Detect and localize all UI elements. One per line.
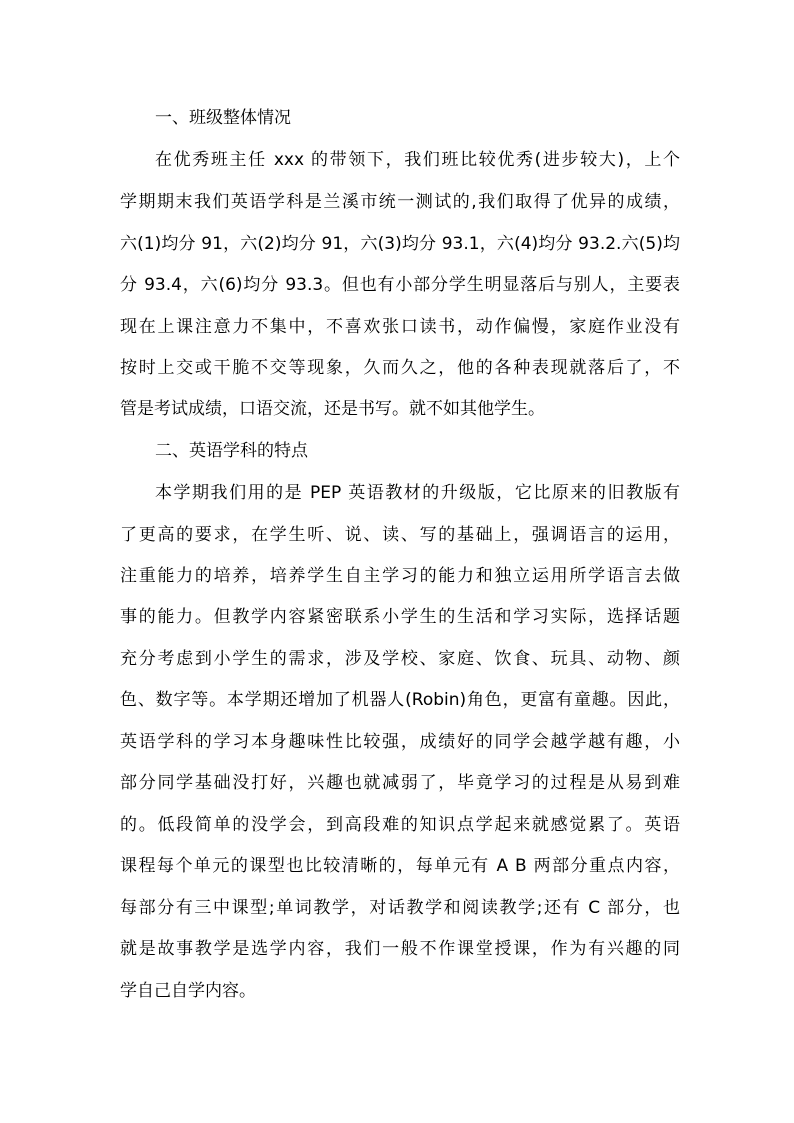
paragraph-line: 每部分有三中课型;单词教学，对话教学和阅读教学;还有 C 部分，也 <box>120 898 680 918</box>
paragraph-line: 充分考虑到小学生的需求，涉及学校、家庭、饮食、玩具、动物、颜 <box>120 649 680 669</box>
paragraph-line: 在优秀班主任 xxx 的带领下，我们班比较优秀(进步较大)，上个 <box>155 150 680 170</box>
section-1-heading: 一、班级整体情况 <box>155 108 291 128</box>
paragraph-line: 学自己自学内容。 <box>120 981 256 1001</box>
paragraph-line: 分 93.4，六(6)均分 93.3。但也有小部分学生明显落后与别人，主要表 <box>120 275 680 295</box>
paragraph-line: 按时上交或干脆不交等现象，久而久之，他的各种表现就落后了，不 <box>120 358 680 378</box>
paragraph-line: 部分同学基础没打好，兴趣也就减弱了，毕竟学习的过程是从易到难 <box>120 773 680 793</box>
paragraph-line: 了更高的要求，在学生听、说、读、写的基础上，强调语言的运用， <box>120 525 680 545</box>
paragraph-line: 六(1)均分 91，六(2)均分 91，六(3)均分 93.1，六(4)均分 93.2.六(5)均 <box>120 234 680 254</box>
paragraph-line: 的。低段简单的没学会，到高段难的知识点学起来就感觉累了。英语 <box>120 815 680 835</box>
paragraph-line: 英语学科的学习本身趣味性比较强，成绩好的同学会越学越有趣，小 <box>120 732 680 752</box>
paragraph-line: 管是考试成绩，口语交流，还是书写。就不如其他学生。 <box>120 399 545 419</box>
paragraph-line: 学期期末我们英语学科是兰溪市统一测试的,我们取得了优异的成绩， <box>120 192 680 212</box>
paragraph-line: 就是故事教学是选学内容，我们一般不作课堂授课，作为有兴趣的同 <box>120 939 680 959</box>
paragraph-line: 本学期我们用的是 PEP 英语教材的升级版，它比原来的旧教版有 <box>155 483 680 503</box>
section-2-heading: 二、英语学科的特点 <box>155 441 308 461</box>
paragraph-line: 课程每个单元的课型也比较清晰的，每单元有 A B 两部分重点内容， <box>120 856 680 876</box>
paragraph-line: 现在上课注意力不集中，不喜欢张口读书，动作偏慢，家庭作业没有 <box>120 317 680 337</box>
paragraph-line: 注重能力的培养，培养学生自主学习的能力和独立运用所学语言去做 <box>120 566 680 586</box>
paragraph-line: 色、数字等。本学期还增加了机器人(Robin)角色，更富有童趣。因此， <box>120 690 680 710</box>
paragraph-line: 事的能力。但教学内容紧密联系小学生的生活和学习实际，选择话题 <box>120 607 680 627</box>
